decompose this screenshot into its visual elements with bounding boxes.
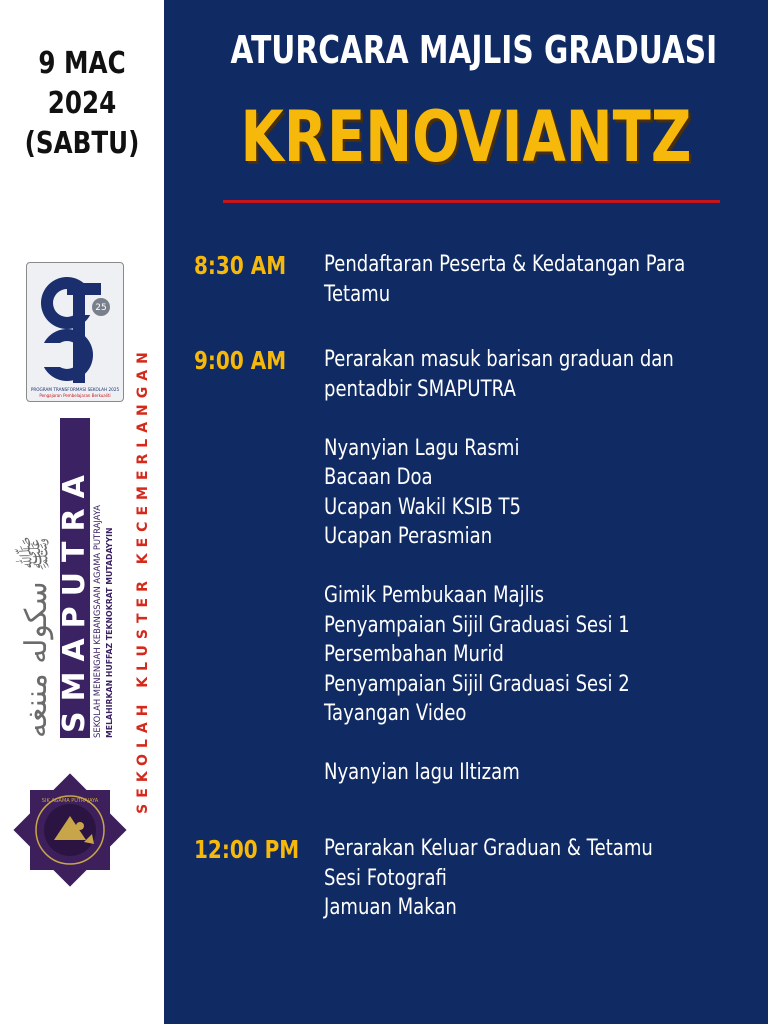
ts25-number: 25 [95,303,107,313]
schedule-item: Bacaan Doa [324,465,433,490]
svg-text:ﷺ ﺳﻜﻮﻟﻪ ﻣﻨﻨﻐﻪ: ﷺ ﺳﻜﻮﻟﻪ ﻣﻨﻨﻐﻪ [19,535,54,738]
smaputra-line2: MELAHIRKAN HUFFAZ TEKNOKRAT MUTADAYYIN [105,527,114,738]
schedule-item: Pendaftaran Peserta & Kedatangan Para [324,252,686,277]
ts25-subcaption: Pengajaran Pembelajaran Berkualiti [39,393,111,398]
ts25-logo [26,262,124,402]
schedule-panel [164,0,768,1024]
title-divider [223,200,720,203]
schedule-item: Jamuan Makan [324,895,457,920]
schedule-item: Perarakan Keluar Graduan & Tetamu [324,836,653,861]
sik-logo [20,752,120,908]
ts25-caption: PROGRAM TRANSFORMASI SEKOLAH 2025 [30,387,120,392]
date-weekday: (SABTU) [24,126,140,161]
schedule-time: 8:30 AM [194,251,287,280]
schedule-item: Gimik Pembukaan Majlis [324,583,545,608]
schedule-spacer [324,552,677,582]
schedule-item: Penyampaian Sijil Graduasi Sesi 1 [324,612,630,638]
schedule-spacer [324,729,677,759]
schedule-time: 12:00 PM [194,835,300,864]
schedule-item: Nyanyian Lagu Rasmi [324,435,520,461]
schedule-items [324,345,754,788]
schedule-item: Ucapan Wakil KSIB T5 [324,494,522,520]
date-day-month: 9 MAC [38,46,126,81]
schedule-spacer [324,404,677,434]
program-title: ATURCARA MAJLIS GRADUASI [230,28,718,72]
event-name: KRENOVIANTZ [240,96,692,178]
left-panel: 9 MAC 2024 (SABTU) 25 PROGRAM TRANSFORMASI SEKOLAH 2025 Pengajaran Pembelajaran Berkualiti ﷺ ﺳﻜﻮﻟﻪ ﻣﻨﻨﻐﻪ SMAPUTRA SEKOLAH MENENGAH KEBANGSAAN AGAMA PUTRAJAYA MELAHIRKAN HUFFAZ TEKNOKRAT MUTADAYYIN SIK AGAMA PUTRAJAYA SEKOLAH KLUSTER KECEMERLANGAN [0,0,164,1024]
schedule-item: Nyanyian lagu Iltizam [324,760,520,785]
schedule-item: Penyampaian Sijil Graduasi Sesi 2 [324,671,630,697]
schedule-item: pentadbir SMAPUTRA [324,376,516,402]
schedule-item: Ucapan Perasmian [324,524,493,549]
event-date [15,44,149,164]
smaputra-name: SMAPUTRA [57,465,92,733]
schedule-item: Persembahan Murid [324,642,504,667]
schedule-items [324,250,754,309]
schedule-item: Tetamu [324,281,391,307]
sik-text: SIK AGAMA PUTRAJAYA [41,798,99,804]
schedule-item: Perarakan masuk barisan graduan dan [324,347,674,372]
schedule-item: Sesi Fotografi [324,865,447,891]
smaputra-logo [19,408,122,748]
schedule-item: Tayangan Video [324,701,467,726]
date-year: 2024 [47,86,117,121]
smaputra-line1: SEKOLAH MENENGAH KEBANGSAAN AGAMA PUTRAJAYA [92,505,102,738]
schedule-items [324,834,754,923]
schedule-time: 9:00 AM [194,346,287,375]
